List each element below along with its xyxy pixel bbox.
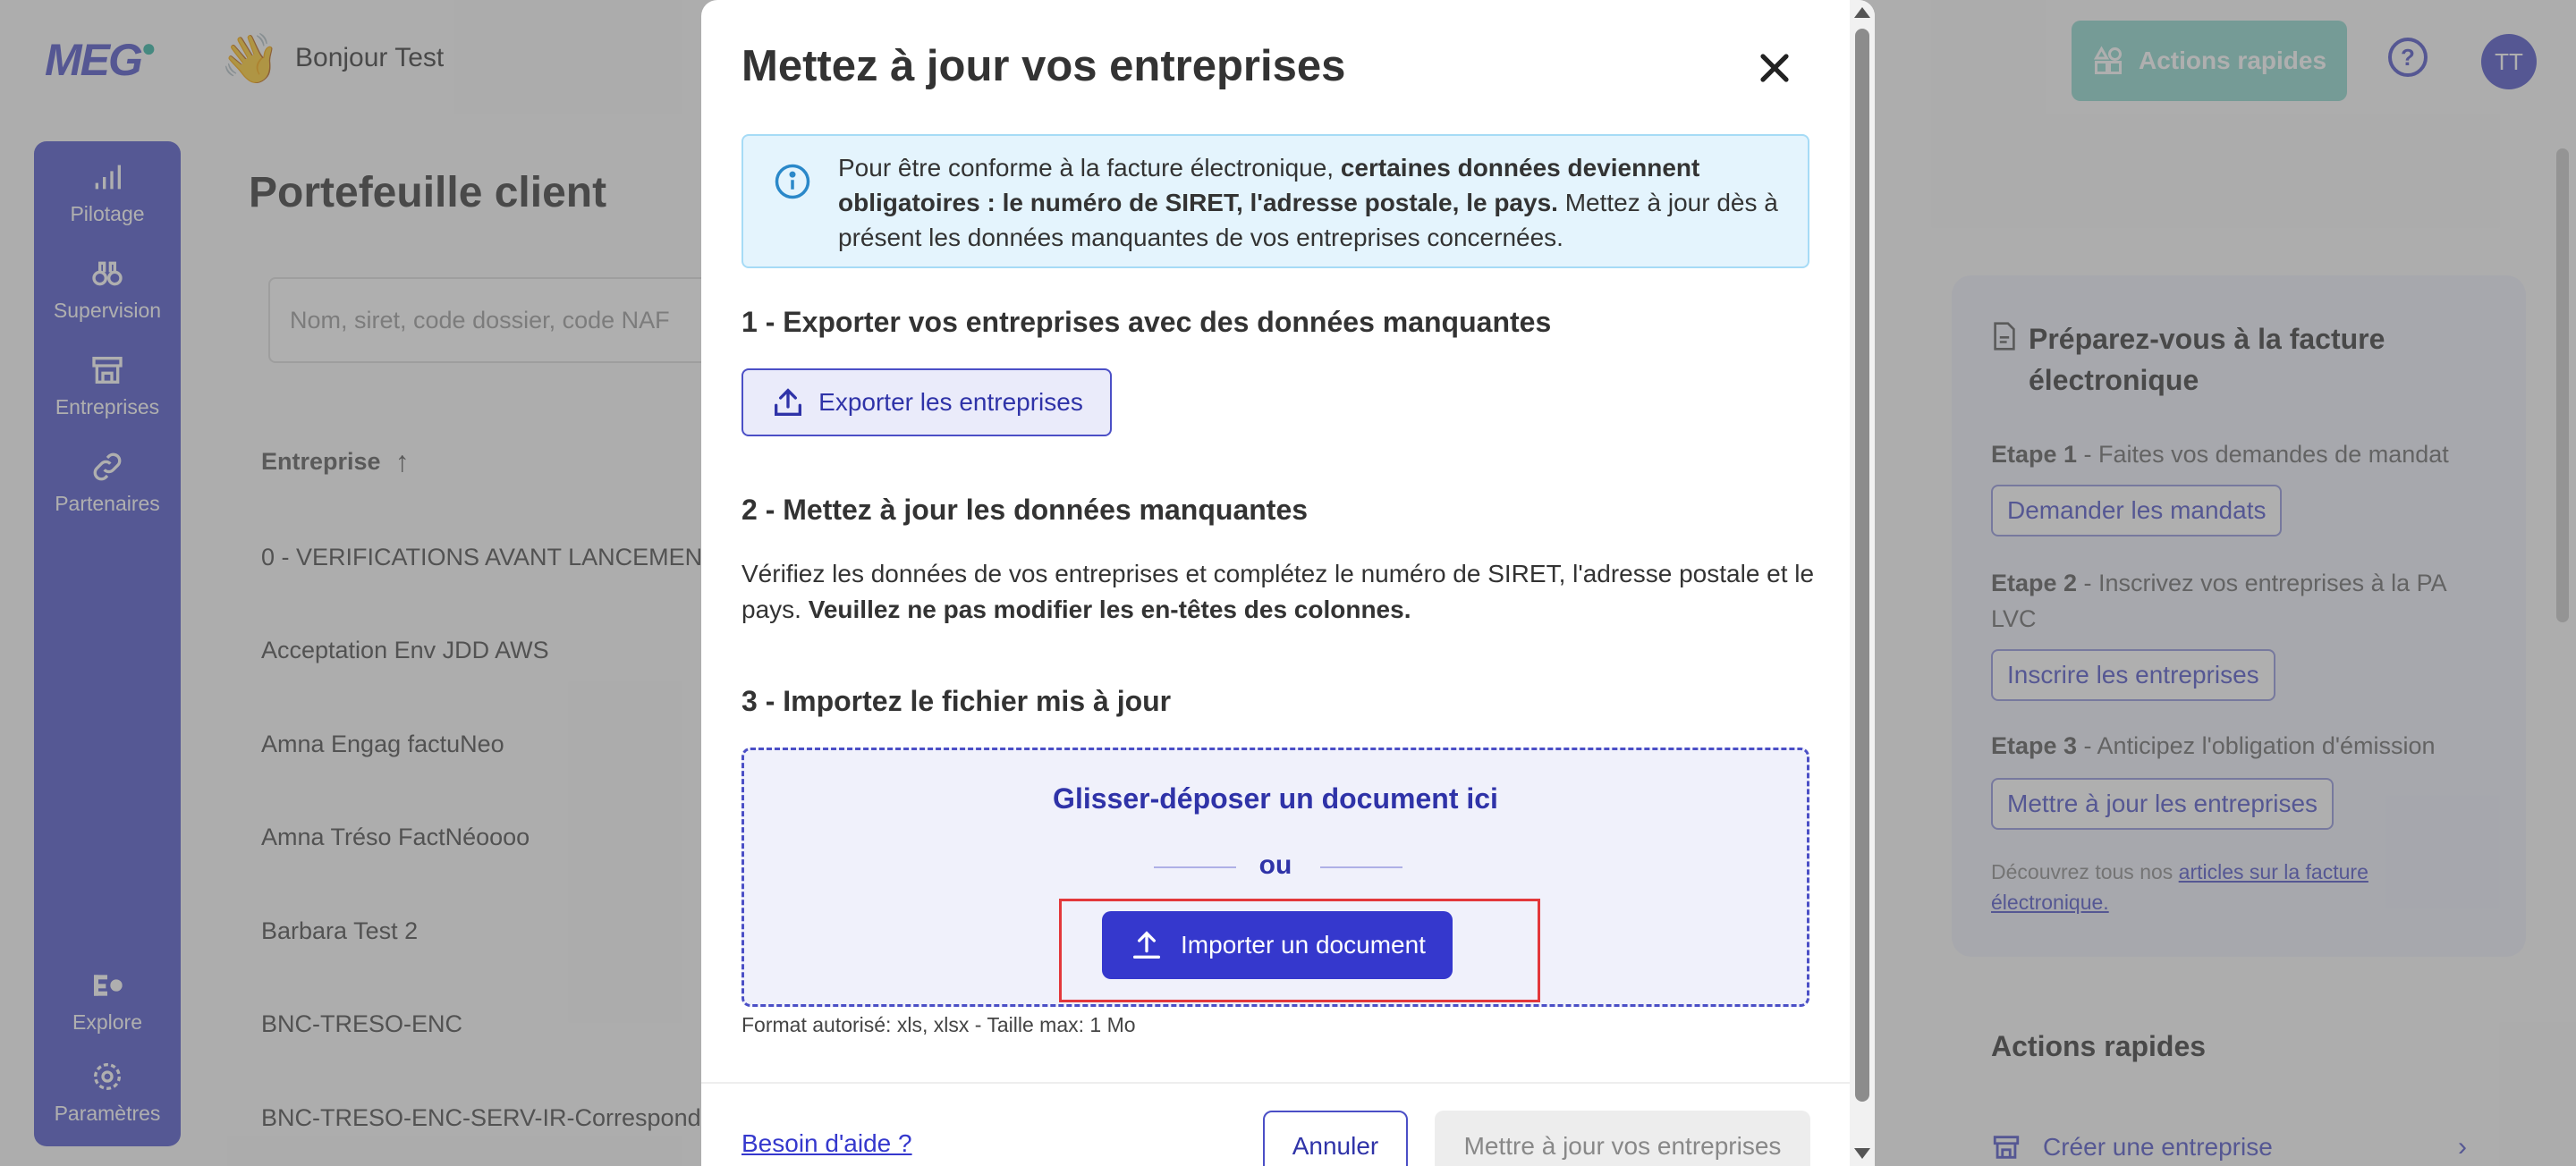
submit-update-button[interactable]: Mettre à jour vos entreprises [1435, 1111, 1810, 1166]
section-1-title: 1 - Exporter vos entreprises avec des données manquantes [741, 306, 1552, 338]
info-part2: Mettez à jour dès à présent les données manquantes de vos entreprises concernées. [838, 189, 1778, 251]
close-icon[interactable] [1751, 45, 1798, 91]
footer-divider [701, 1082, 1850, 1084]
section-2-description [741, 556, 1815, 628]
info-icon [774, 163, 811, 200]
upload-icon [1129, 927, 1165, 963]
info-banner [741, 134, 1809, 268]
import-label: Importer un document [1181, 931, 1426, 959]
update-companies-modal [701, 0, 1875, 1166]
desc-bold: Veuillez ne pas modifier les en-têtes des colonnes. [808, 596, 1411, 623]
section-3-title: 3 - Importez le fichier mis à jour [741, 685, 1172, 717]
modal-scrollbar-thumb[interactable] [1855, 29, 1869, 1102]
file-dropzone[interactable] [741, 748, 1809, 1007]
import-document-button[interactable] [1102, 911, 1453, 979]
modal-title: Mettez à jour vos entreprises [741, 42, 1346, 90]
info-part1: Pour être conforme à la facture électronique, [838, 154, 1341, 182]
cancel-button[interactable]: Annuler [1263, 1111, 1408, 1166]
export-companies-button[interactable] [741, 368, 1112, 436]
scroll-down-icon[interactable] [1854, 1148, 1870, 1159]
section-2-title: 2 - Mettez à jour les données manquantes [741, 494, 1309, 526]
dropzone-or: ou [1258, 850, 1292, 880]
info-bold: certaines données deviennent obligatoires : le numéro de SIRET, l'adresse postale, le pays. [838, 154, 1700, 216]
desc-text: Vérifiez les données de vos entreprises et complétez le numéro de SIRET, l'adresse postale et le pays. [741, 560, 1815, 623]
format-hint: Format autorisé: xls, xlsx - Taille max: 1 Mo [741, 1013, 1136, 1036]
upload-icon [770, 384, 806, 420]
help-link[interactable]: Besoin d'aide ? [741, 1129, 912, 1157]
divider [1320, 866, 1402, 868]
export-label: Exporter les entreprises [818, 388, 1083, 416]
dropzone-title: Glisser-déposer un document ici [1053, 782, 1498, 815]
scroll-up-icon[interactable] [1854, 7, 1870, 18]
info-text [838, 150, 1786, 255]
